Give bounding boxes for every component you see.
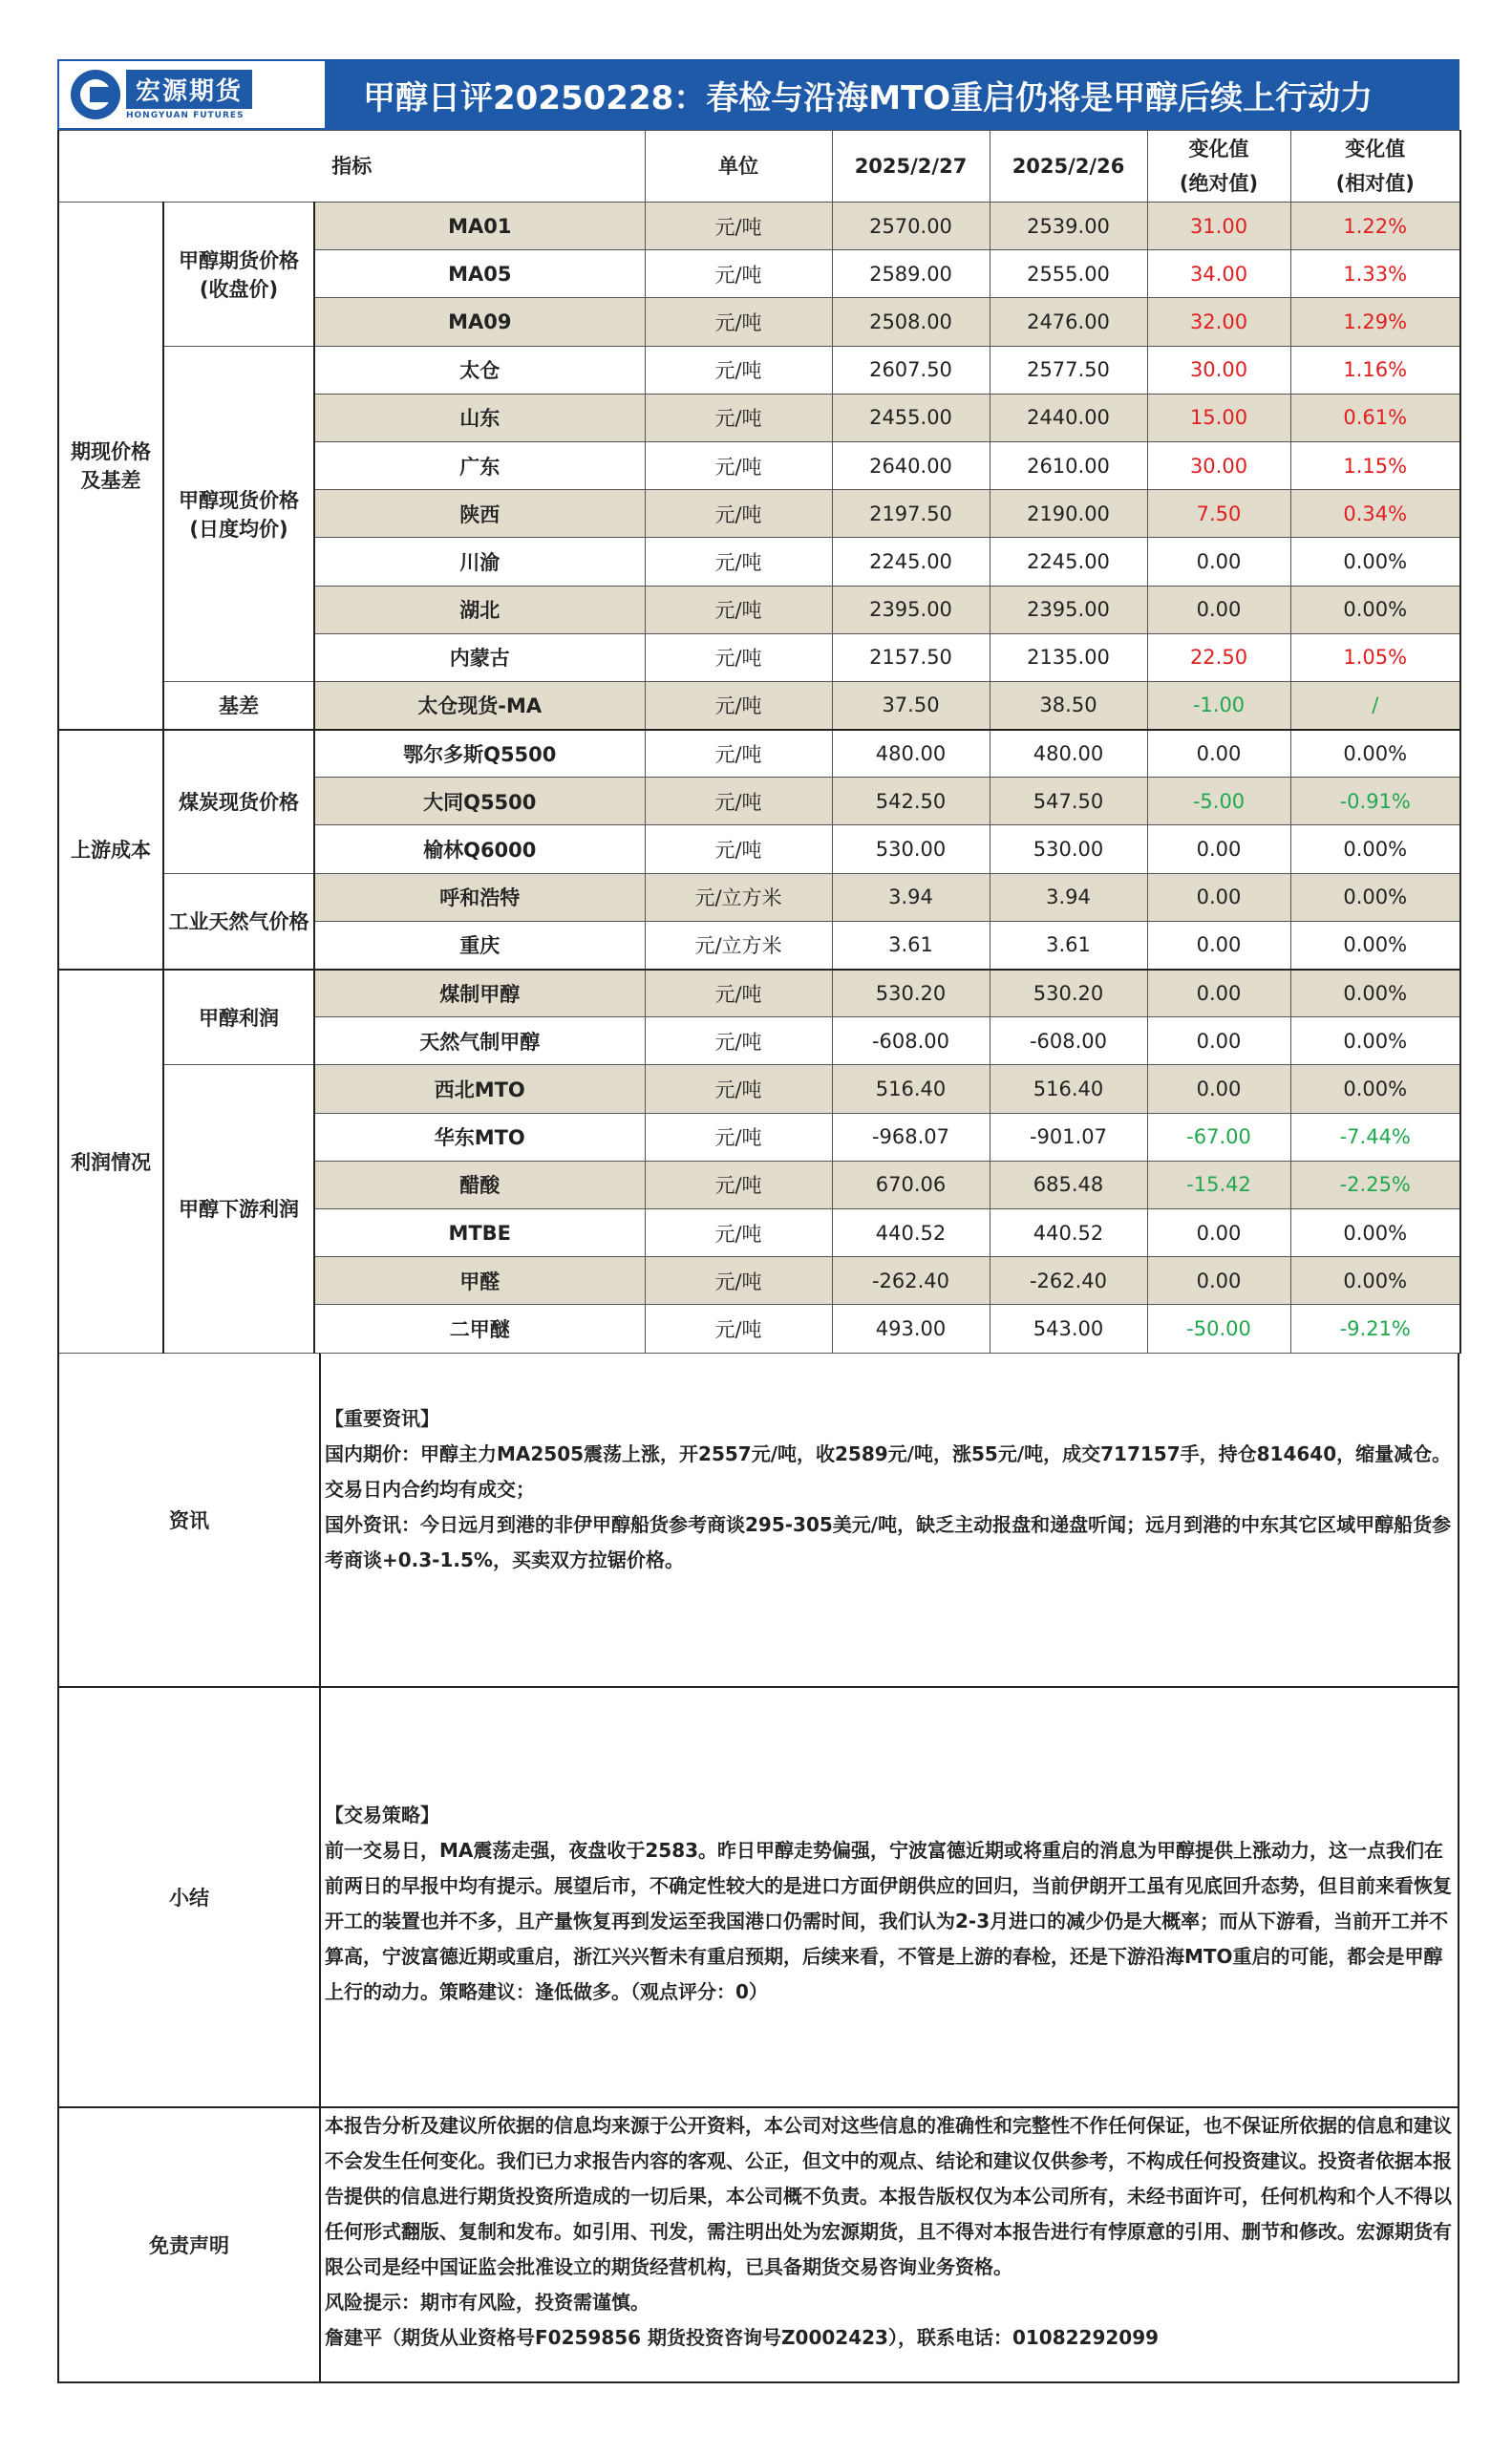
value-date2: -262.40: [990, 1257, 1147, 1305]
change-absolute: 32.00: [1147, 298, 1290, 346]
unit-cell: 元/吨: [645, 586, 832, 633]
value-date1: 440.52: [832, 1208, 990, 1256]
value-date2: 530.20: [990, 970, 1147, 1017]
disclaimer-section: [57, 2108, 1459, 2383]
change-absolute: 30.00: [1147, 441, 1290, 489]
table-row: [58, 346, 1460, 394]
value-date1: 37.50: [832, 681, 990, 729]
change-relative: 0.00%: [1290, 825, 1460, 873]
header-rel-change: 变化值 (相对值): [1290, 131, 1460, 203]
value-date2: 516.40: [990, 1065, 1147, 1113]
value-date1: 2570.00: [832, 203, 990, 250]
unit-cell: 元/吨: [645, 298, 832, 346]
value-date1: 542.50: [832, 778, 990, 825]
table-row: [58, 970, 1460, 1017]
value-date2: 547.50: [990, 778, 1147, 825]
indicator-name: 广东: [314, 441, 645, 489]
indicator-name: 呼和浩特: [314, 873, 645, 921]
change-absolute: 0.00: [1147, 970, 1290, 1017]
indicator-name: 太仓: [314, 346, 645, 394]
indicator-name: 湖北: [314, 586, 645, 633]
indicator-name: 西北MTO: [314, 1065, 645, 1113]
change-relative: 0.00%: [1290, 730, 1460, 778]
indicator-name: 煤制甲醇: [314, 970, 645, 1017]
change-absolute: 7.50: [1147, 490, 1290, 538]
change-relative: -0.91%: [1290, 778, 1460, 825]
change-absolute: 31.00: [1147, 203, 1290, 250]
unit-cell: 元/吨: [645, 1017, 832, 1065]
subgroup-methanol-profit: 甲醇利润: [163, 970, 314, 1065]
unit-cell: 元/吨: [645, 1113, 832, 1161]
subgroup-downstream-profit: 甲醇下游利润: [163, 1065, 314, 1353]
indicator-name: 川渝: [314, 538, 645, 586]
value-date2: 3.94: [990, 873, 1147, 921]
value-date2: 530.00: [990, 825, 1147, 873]
summary-section: [57, 1688, 1459, 2108]
value-date1: 2245.00: [832, 538, 990, 586]
indicator-table-body: [58, 203, 1460, 1354]
unit-cell: 元/吨: [645, 1208, 832, 1256]
news-body: [321, 1354, 1458, 1686]
change-relative: 0.00%: [1290, 1065, 1460, 1113]
change-relative: -9.21%: [1290, 1305, 1460, 1353]
value-date1: 2508.00: [832, 298, 990, 346]
change-relative: 0.00%: [1290, 1208, 1460, 1256]
value-date2: 685.48: [990, 1161, 1147, 1208]
indicator-name: 内蒙古: [314, 633, 645, 681]
change-absolute: 0.00: [1147, 825, 1290, 873]
value-date2: 3.61: [990, 921, 1147, 969]
subgroup-futures: 甲醇期货价格 (收盘价): [163, 203, 314, 347]
indicator-name: 太仓现货-MA: [314, 681, 645, 729]
change-absolute: 0.00: [1147, 1208, 1290, 1256]
disclaimer-text: 本报告分析及建议所依据的信息均来源于公开资料，本公司对这些信息的准确性和完整性不作任何保证，也不保证所依据的信息和建议不会发生任何变化。我们已力求报告内容的客观、公正，但文中的观点、结论和建议仅供参考，不构成任何投资建议。投资者依据本报告提供的信息进行期货投资所造成的一切后果，本公司概不负责。本报告版权仅为本公司所有，未经书面许可，任何机构和个人不得以任何形式翻版、复制和发布。如引用、刊发，需注明出处为宏源期货，且不得对本报告进行有悖原意的引用、删节和修改。宏源期货有限公司是经中国证监会批准设立的期货经营机构，已具备期货交易咨询业务资格。: [325, 2113, 1452, 2278]
unit-cell: 元/吨: [645, 1257, 832, 1305]
summary-heading: 【交易策略】: [325, 1803, 439, 1826]
value-date1: 2589.00: [832, 250, 990, 298]
indicator-name: 醋酸: [314, 1161, 645, 1208]
subgroup-coal: 煤炭现货价格: [163, 730, 314, 874]
value-date1: 530.00: [832, 825, 990, 873]
unit-cell: 元/吨: [645, 633, 832, 681]
indicator-name: 重庆: [314, 921, 645, 969]
table-row: [58, 203, 1460, 250]
unit-cell: 元/吨: [645, 1161, 832, 1208]
value-date1: 2640.00: [832, 441, 990, 489]
unit-cell: 元/吨: [645, 825, 832, 873]
value-date2: 2440.00: [990, 394, 1147, 441]
report-title: 甲醇日评20250228：春检与沿海MTO重启仍将是甲醇后续上行动力: [325, 61, 1458, 128]
change-absolute: -1.00: [1147, 681, 1290, 729]
change-absolute: 0.00: [1147, 873, 1290, 921]
change-absolute: 22.50: [1147, 633, 1290, 681]
header-unit: 单位: [645, 131, 832, 203]
change-absolute: 0.00: [1147, 1017, 1290, 1065]
value-date1: 493.00: [832, 1305, 990, 1353]
change-relative: 1.22%: [1290, 203, 1460, 250]
value-date2: 2395.00: [990, 586, 1147, 633]
change-relative: 0.00%: [1290, 1017, 1460, 1065]
change-absolute: 0.00: [1147, 730, 1290, 778]
subgroup-basis: 基差: [163, 681, 314, 729]
change-relative: 0.00%: [1290, 873, 1460, 921]
value-date1: 3.94: [832, 873, 990, 921]
table-row: [58, 1065, 1460, 1113]
change-absolute: 15.00: [1147, 394, 1290, 441]
summary-label: 小结: [59, 1688, 321, 2106]
risk-notice: 风险提示：期市有风险，投资需谨慎。: [325, 2290, 650, 2314]
news-foreign: 国外资讯：今日远月到港的非伊甲醇船货参考商谈295-305美元/吨，缺乏主动报盘和递盘听闻；远月到港的中东其它区域甲醇船货参考商谈+0.3-1.5%，买卖双方拉锯价格。: [325, 1512, 1452, 1571]
report-banner: [57, 59, 1459, 130]
logo-name-cn: 宏源期货: [126, 70, 252, 109]
indicator-name: MA01: [314, 203, 645, 250]
unit-cell: 元/立方米: [645, 921, 832, 969]
value-date1: 2395.00: [832, 586, 990, 633]
indicator-name: 大同Q5500: [314, 778, 645, 825]
summary-text: 前一交易日，MA震荡走强，夜盘收于2583。昨日甲醇走势偏强，宁波富德近期或将重启的消息为甲醇提供上涨动力，这一点我们在前两日的早报中均有提示。展望后市，不确定性较大的是进口方面伊朗供应的回归，当前伊朗开工虽有见底回升态势，但目前来看恢复开工的装置也并不多，且产量恢复再到发运至我国港口仍需时间，我们认为2-3月进口的减少仍是大概率；而从下游看，当前开工并不算高，宁波富德近期或重启，浙江兴兴暂未有重启预期，后续来看，不管是上游的春检，还是下游沿海MTO重启的可能，都会是甲醇上行的动力。策略建议：逢低做多。（观点评分：0）: [325, 1838, 1452, 2003]
value-date2: -608.00: [990, 1017, 1147, 1065]
indicator-name: 鄂尔多斯Q5500: [314, 730, 645, 778]
change-relative: -7.44%: [1290, 1113, 1460, 1161]
change-relative: 1.15%: [1290, 441, 1460, 489]
indicator-name: MA05: [314, 250, 645, 298]
unit-cell: 元/吨: [645, 1065, 832, 1113]
change-absolute: -50.00: [1147, 1305, 1290, 1353]
change-relative: 1.16%: [1290, 346, 1460, 394]
unit-cell: 元/吨: [645, 250, 832, 298]
value-date1: 530.20: [832, 970, 990, 1017]
value-date2: -901.07: [990, 1113, 1147, 1161]
value-date1: -262.40: [832, 1257, 990, 1305]
value-date2: 2539.00: [990, 203, 1147, 250]
company-logo: [59, 61, 325, 128]
unit-cell: 元/吨: [645, 346, 832, 394]
news-domestic: 国内期价：甲醇主力MA2505震荡上涨，开2557元/吨，收2589元/吨，涨55元/吨，成交717157手，持仓814640，缩量减仓。交易日内合约均有成交；: [325, 1441, 1452, 1501]
change-relative: 0.00%: [1290, 921, 1460, 969]
value-date2: 480.00: [990, 730, 1147, 778]
value-date1: 2197.50: [832, 490, 990, 538]
header-date1: 2025/2/27: [832, 131, 990, 203]
change-absolute: -67.00: [1147, 1113, 1290, 1161]
value-date1: 670.06: [832, 1161, 990, 1208]
header-date2: 2025/2/26: [990, 131, 1147, 203]
subgroup-gas: 工业天然气价格: [163, 873, 314, 969]
value-date2: 440.52: [990, 1208, 1147, 1256]
indicator-name: 二甲醚: [314, 1305, 645, 1353]
unit-cell: 元/吨: [645, 203, 832, 250]
unit-cell: 元/吨: [645, 1305, 832, 1353]
value-date2: 543.00: [990, 1305, 1147, 1353]
news-section: [57, 1354, 1459, 1688]
value-date1: 2157.50: [832, 633, 990, 681]
value-date2: 2610.00: [990, 441, 1147, 489]
change-relative: -2.25%: [1290, 1161, 1460, 1208]
value-date1: 3.61: [832, 921, 990, 969]
value-date1: -968.07: [832, 1113, 990, 1161]
indicator-name: 山东: [314, 394, 645, 441]
change-relative: 0.00%: [1290, 970, 1460, 1017]
indicator-table: [57, 130, 1461, 1354]
change-absolute: -5.00: [1147, 778, 1290, 825]
value-date2: 38.50: [990, 681, 1147, 729]
indicator-name: 华东MTO: [314, 1113, 645, 1161]
change-relative: 0.00%: [1290, 586, 1460, 633]
change-relative: 1.33%: [1290, 250, 1460, 298]
change-relative: 0.34%: [1290, 490, 1460, 538]
value-date1: 2455.00: [832, 394, 990, 441]
unit-cell: 元/吨: [645, 681, 832, 729]
unit-cell: 元/吨: [645, 394, 832, 441]
unit-cell: 元/吨: [645, 490, 832, 538]
change-absolute: -15.42: [1147, 1161, 1290, 1208]
change-relative: 1.29%: [1290, 298, 1460, 346]
change-absolute: 0.00: [1147, 538, 1290, 586]
value-date2: 2476.00: [990, 298, 1147, 346]
value-date1: -608.00: [832, 1017, 990, 1065]
change-absolute: 0.00: [1147, 921, 1290, 969]
unit-cell: 元/吨: [645, 970, 832, 1017]
unit-cell: 元/吨: [645, 441, 832, 489]
change-relative: 0.00%: [1290, 538, 1460, 586]
header-indicator: 指标: [58, 131, 645, 203]
table-row: [58, 681, 1460, 729]
value-date1: 2607.50: [832, 346, 990, 394]
indicator-name: MTBE: [314, 1208, 645, 1256]
unit-cell: 元/立方米: [645, 873, 832, 921]
table-row: [58, 873, 1460, 921]
logo-mark-icon: [71, 70, 120, 119]
header-abs-change: 变化值 (绝对值): [1147, 131, 1290, 203]
change-absolute: 0.00: [1147, 586, 1290, 633]
change-absolute: 30.00: [1147, 346, 1290, 394]
value-date2: 2555.00: [990, 250, 1147, 298]
group-upstream-cost: 上游成本: [58, 730, 163, 970]
author-info: 詹建平（期货从业资格号F0259856 期货投资咨询号Z0002423），联系电话：01082292099: [325, 2325, 1160, 2349]
unit-cell: 元/吨: [645, 778, 832, 825]
value-date2: 2135.00: [990, 633, 1147, 681]
news-heading: 【重要资讯】: [325, 1406, 439, 1430]
indicator-name: 天然气制甲醇: [314, 1017, 645, 1065]
logo-name-en: HONGYUAN FUTURES: [126, 110, 245, 120]
change-relative: 0.00%: [1290, 1257, 1460, 1305]
disclaimer-body: [321, 2108, 1458, 2381]
value-date1: 480.00: [832, 730, 990, 778]
news-label: 资讯: [59, 1354, 321, 1686]
value-date1: 516.40: [832, 1065, 990, 1113]
group-price-basis: 期现价格 及基差: [58, 203, 163, 730]
summary-body: [321, 1688, 1458, 2106]
indicator-name: 陕西: [314, 490, 645, 538]
table-header-row: [58, 131, 1460, 203]
subgroup-spot: 甲醇现货价格 (日度均价): [163, 346, 314, 681]
unit-cell: 元/吨: [645, 730, 832, 778]
indicator-name: 榆林Q6000: [314, 825, 645, 873]
change-relative: 1.05%: [1290, 633, 1460, 681]
table-row: [58, 730, 1460, 778]
change-absolute: 34.00: [1147, 250, 1290, 298]
change-absolute: 0.00: [1147, 1065, 1290, 1113]
indicator-name: 甲醛: [314, 1257, 645, 1305]
report-sheet: [57, 59, 1459, 2383]
group-profit: 利润情况: [58, 970, 163, 1354]
value-date2: 2577.50: [990, 346, 1147, 394]
change-relative: /: [1290, 681, 1460, 729]
change-absolute: 0.00: [1147, 1257, 1290, 1305]
change-relative: 0.61%: [1290, 394, 1460, 441]
indicator-name: MA09: [314, 298, 645, 346]
unit-cell: 元/吨: [645, 538, 832, 586]
value-date2: 2190.00: [990, 490, 1147, 538]
disclaimer-label: 免责声明: [59, 2108, 321, 2381]
value-date2: 2245.00: [990, 538, 1147, 586]
